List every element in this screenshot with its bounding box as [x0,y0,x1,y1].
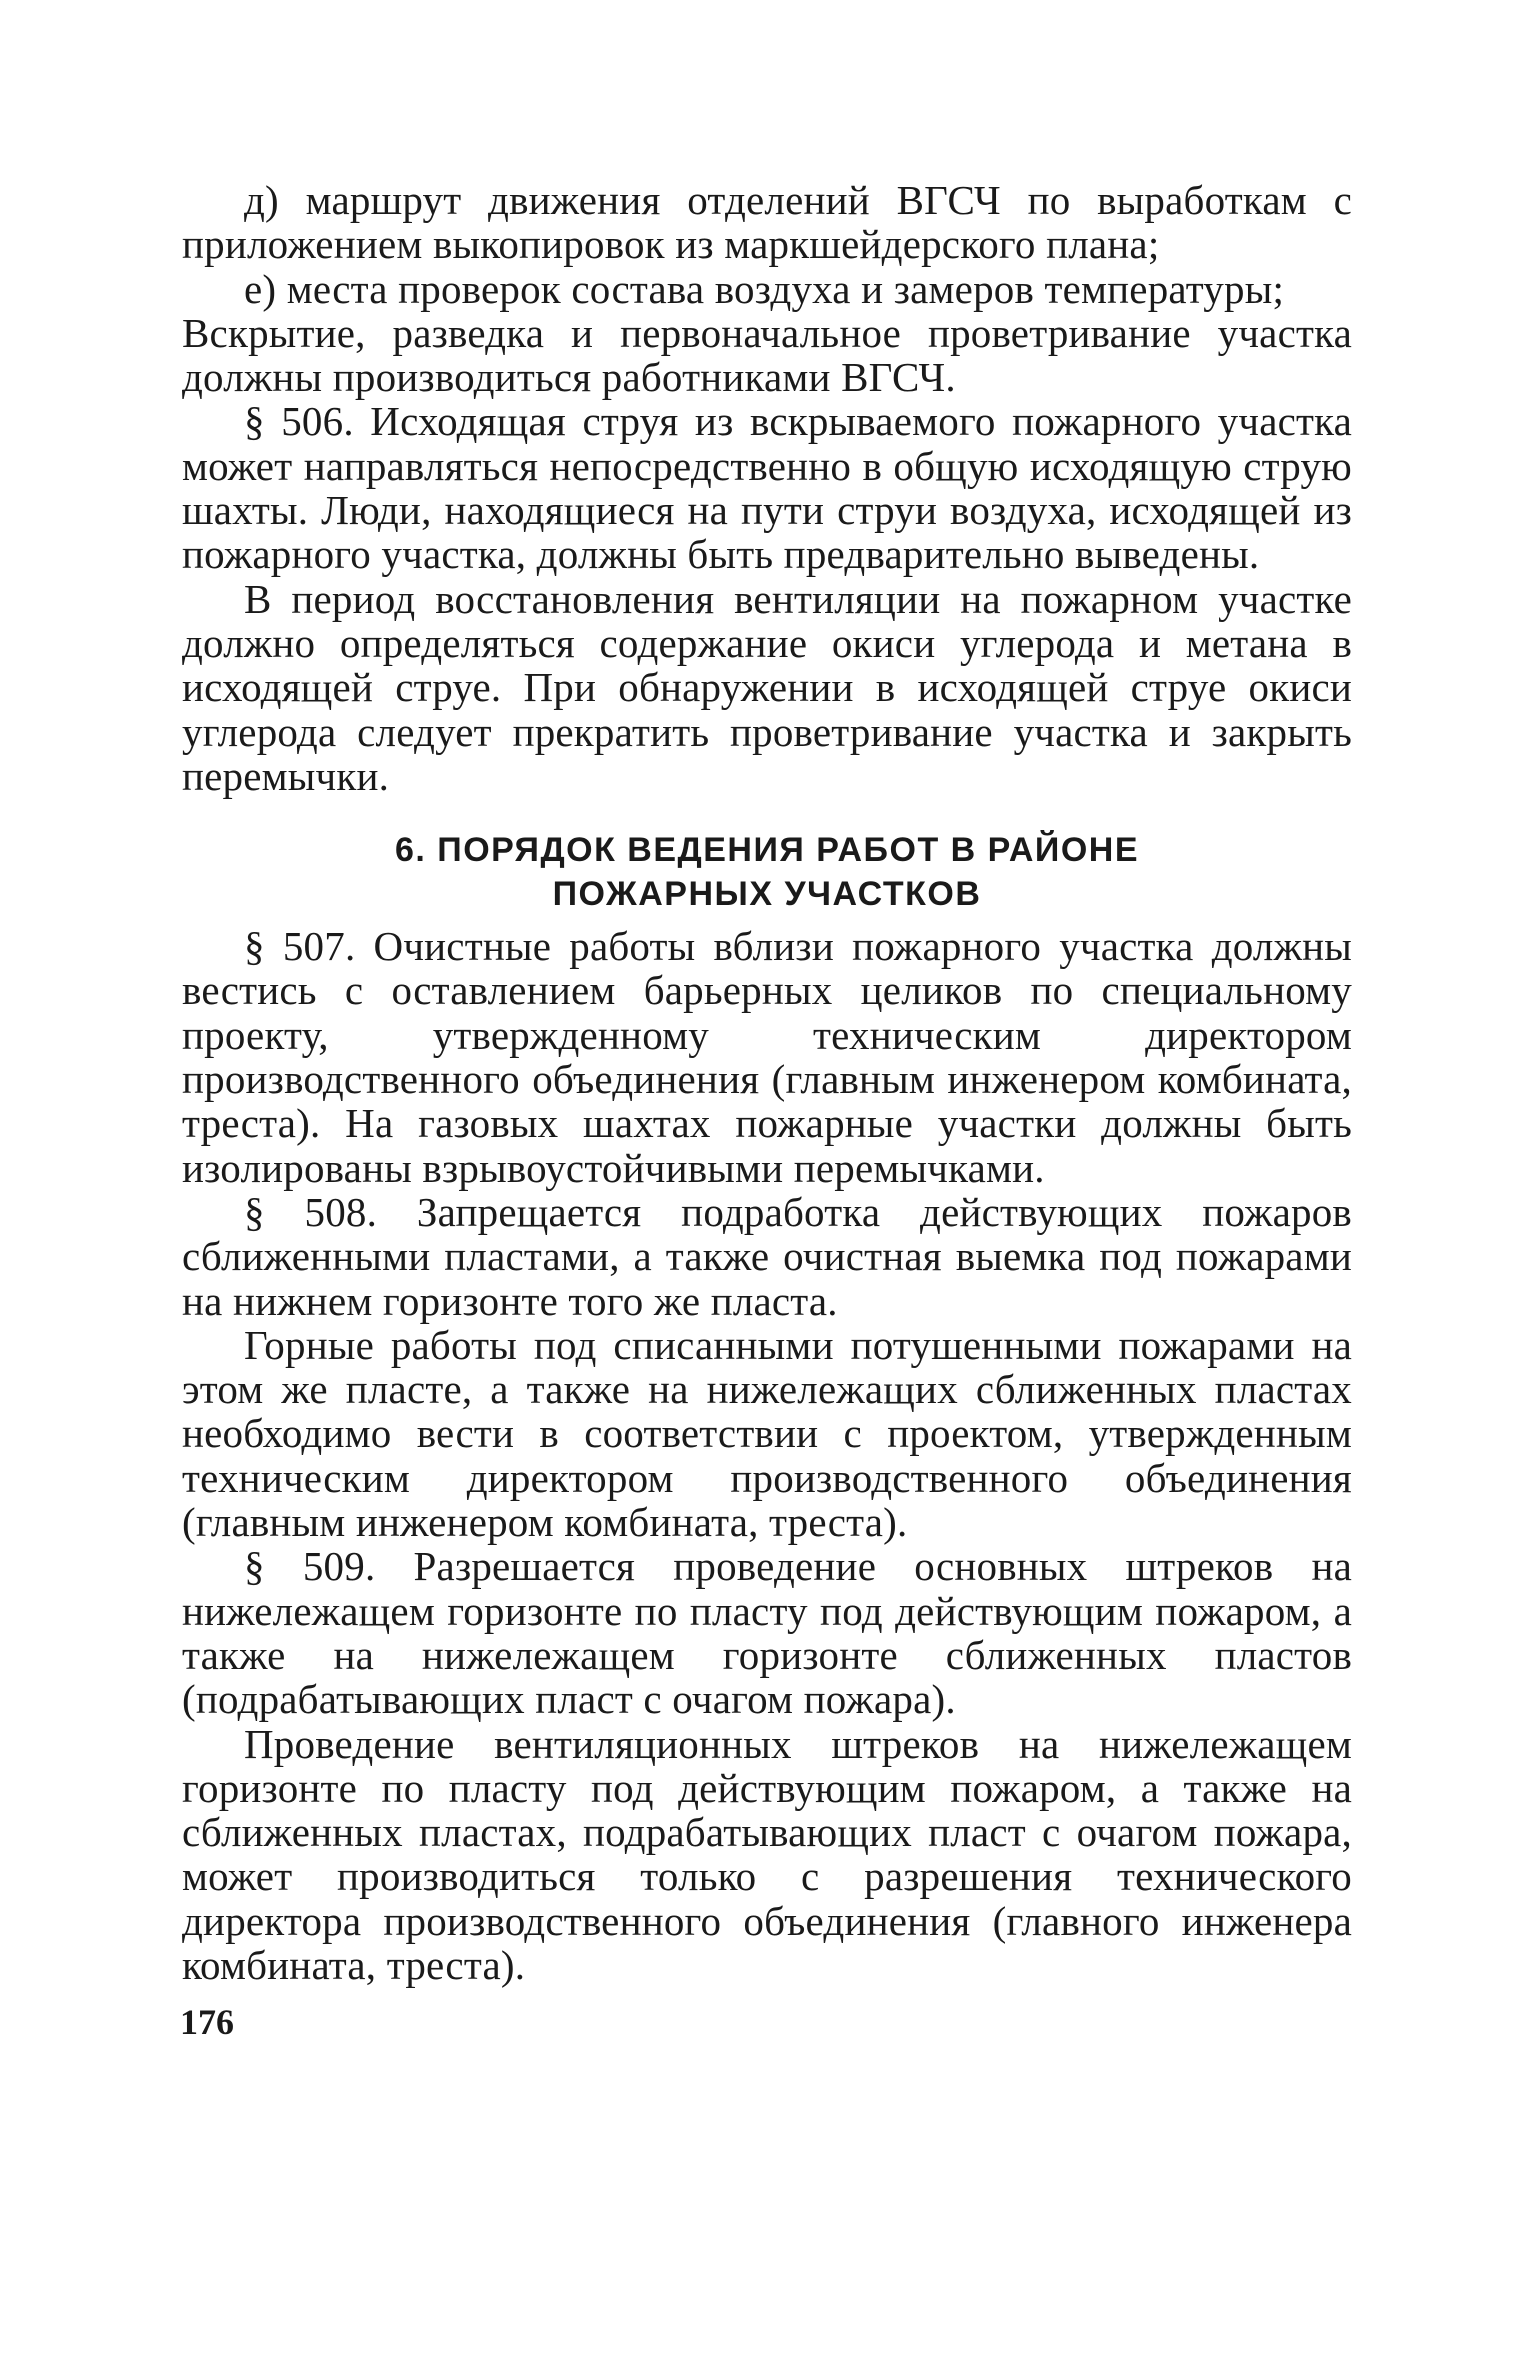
item-d-paragraph: д) маршрут движения отделений ВГСЧ по выработкам с приложением выкопировок из маркшейдерского плана; [182,177,1352,268]
section-508-continuation: Горные работы под списанными потушенными пожарами на этом же пласте, а также на нижележащих сближенных пластах необходимо вести в соответствии с проектом, утвержденным техническим директором производственного объединения (главным инженером комбината, треста). [182,1321,1352,1546]
section-507-paragraph: § 507. Очистные работы вблизи пожарного участка должны вестись с оставлением барьерных целиков по специальному проекту, утвержденному техническим директором производственного объединения (главным инженером комбината, треста). На газовых шахтах пожарные участки должны быть изолированы взрывоустойчивыми перемычками. [182,923,1352,1191]
section-506-continuation: В период восстановления вентиляции на пожарном участке должно определяться содержание окиси углерода и метана в исходящей струе. При обнаружении в исходящей струе окиси углерода следует прекратить проветривание участка и закрыть перемычки. [182,575,1352,799]
section-509-paragraph: § 509. Разрешается проведение основных штреков на нижележащем горизонте по пласту под действующим пожаром, а также на нижележащем горизонте сближенных пластов (подрабатывающих пласт с очагом пожара). [182,1543,1352,1723]
opening-paragraph: Вскрытие, разведка и первоначальное проветривание участка должны производиться работниками ВГСЧ. [182,309,1352,401]
section-heading-line2: ПОЖАРНЫХ УЧАСТКОВ [552,875,982,914]
section-heading-line1: 6. ПОРЯДОК ВЕДЕНИЯ РАБОТ В РАЙОНЕ [394,831,1140,870]
section-506-paragraph: § 506. Исходящая струя из вскрываемого пожарного участка может направляться непосредственно в общую исходящую струю шахты. Люди, находящиеся на пути струи воздуха, исходящей из пожарного участка, должны быть предварительно выведены. [182,398,1352,578]
item-e-paragraph: е) места проверок состава воздуха и замеров температуры; [244,265,1285,312]
section-508-paragraph: § 508. Запрещается подработка действующих пожаров сближенными пластами, а также очистная выемка под пожарами на нижнем горизонте того же пласта. [182,1188,1352,1324]
bottom-section [182,924,1352,1987]
section-heading [182,828,1352,916]
page-number: 176 [180,2002,234,2043]
document-page [182,178,1352,2043]
section-509-continuation: Проведение вентиляционных штреков на нижележащем горизонте по пласту под действующим пожаром, а также на сближенных пластах, подрабатывающих пласт с очагом пожара, может производиться только с разрешения технического директора производственного объединения (главного инженера комбината, треста). [182,1720,1352,1988]
top-section [182,178,1352,798]
